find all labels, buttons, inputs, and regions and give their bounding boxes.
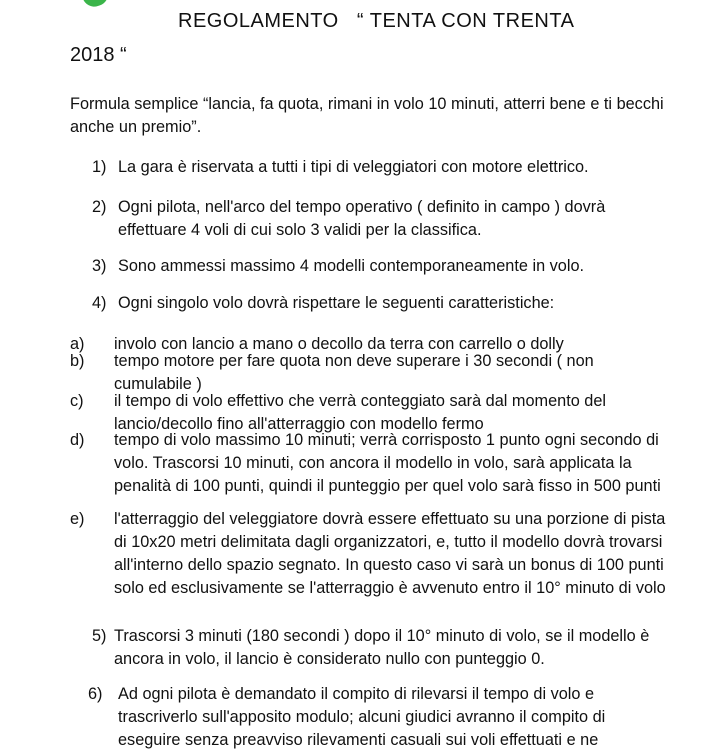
subrule-text: tempo motore per fare quota non deve superare i 30 secondi ( non cumulabile ) xyxy=(114,352,594,393)
subrule-text: involo con lancio a mano o decollo da terra con carrello o dolly xyxy=(114,335,564,353)
rule-text: Ogni singolo volo dovrà rispettare le seguenti caratteristiche: xyxy=(118,294,555,312)
intro-paragraph: Formula semplice “lancia, fa quota, rimani in volo 10 minuti, atterri bene e ti becchi anche un premio”. xyxy=(70,95,664,136)
document-title: REGOLAMENTO “ TENTA CON TRENTA xyxy=(178,10,575,32)
rule-text: Ad ogni pilota è demandato il compito di rilevarsi il tempo di volo e trascriverlo sull'apposito modulo; alcuni giudici avranno il compito di eseguire senza preavviso rilevamenti casuali sui voli effettuati e ne xyxy=(118,685,606,749)
rule-text: Sono ammessi massimo 4 modelli contemporaneamente in volo. xyxy=(118,257,585,275)
rule-number: 2) xyxy=(92,198,107,216)
subrule-label: b) xyxy=(70,352,85,370)
subrule-text: l'atterraggio del veleggiatore dovrà essere effettuato su una porzione di pista di 10x20 metri delimitata dagli organizzatori, e, tutto il modello dovrà trovarsi all'interno dello spazio segnato. In questo caso vi sarà un bonus di 100 punti solo ed esclusivamente se l'atterraggio è avvenuto entro il 10° minuto di volo xyxy=(114,510,666,597)
rule-number: 4) xyxy=(92,294,107,312)
logo-fragment xyxy=(83,0,111,10)
rule-text: Ogni pilota, nell'arco del tempo operativo ( definito in campo ) dovrà effettuare 4 voli di cui solo 3 validi per la classifica. xyxy=(118,198,606,239)
rule-text: La gara è riservata a tutti i tipi di veleggiatori con motore elettrico. xyxy=(118,158,589,176)
rule-number: 5) xyxy=(92,627,107,645)
subrule-label: e) xyxy=(70,510,85,528)
subrule-text: il tempo di volo effettivo che verrà conteggiato sarà dal momento del lancio/decollo fino all'atterraggio con modello fermo xyxy=(114,392,607,433)
rule-text: Trascorsi 3 minuti (180 secondi ) dopo il 10° minuto di volo, se il modello è ancora in volo, il lancio è considerato nullo con punteggio 0. xyxy=(114,627,650,668)
rule-number: 3) xyxy=(92,257,107,275)
subrule-label: c) xyxy=(70,392,84,410)
subrule-label: a) xyxy=(70,335,85,353)
subrule-label: d) xyxy=(70,431,85,449)
rule-number: 1) xyxy=(92,158,107,176)
rule-number: 6) xyxy=(88,685,103,703)
document-title-year: 2018 “ xyxy=(70,44,127,66)
subrule-text: tempo di volo massimo 10 minuti; verrà corrisposto 1 punto ogni secondo di volo. Trascorsi 10 minuti, con ancora il modello in volo, sarà applicata la penalità di 100 punti, quindi il punteggio per quel volo sarà fisso in 500 punti xyxy=(114,431,661,495)
